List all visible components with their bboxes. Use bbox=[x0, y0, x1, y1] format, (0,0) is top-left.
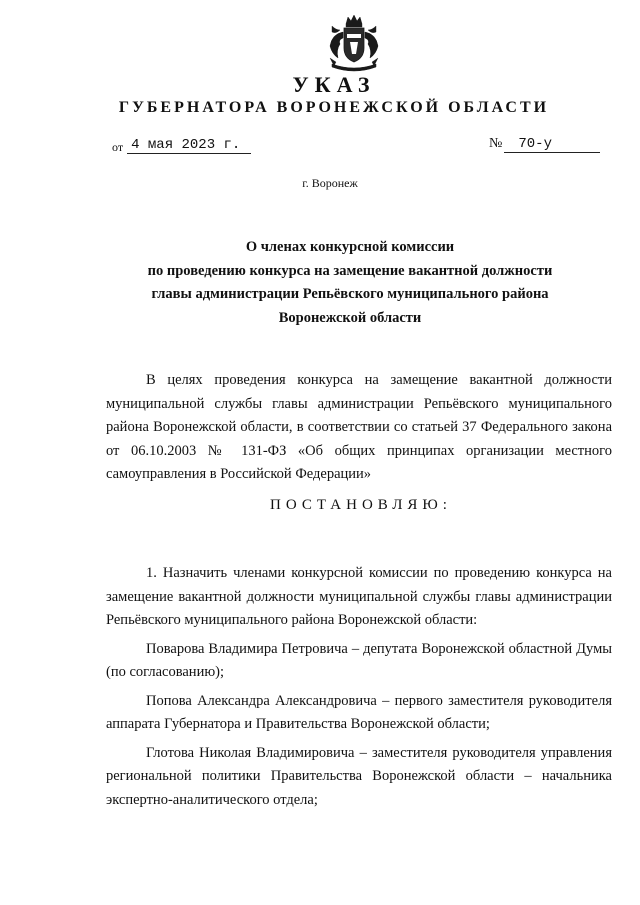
preamble-paragraph: В целях проведения конкурса на замещение вакантной должности муниципальной службы главы администрации Репьёвского муниципального района Воронежской области, в соответствии со статьей 37 Федерального закона от 06.10.2003 № 131-ФЗ «Об общих принципах организации местного самоуправления в Российской Федерации» bbox=[106, 372, 612, 482]
member-paragraph: Поварова Владимира Петровича – депутата Воронежской областной Думы (по согласованию); bbox=[106, 640, 612, 680]
number-prefix: № bbox=[489, 136, 503, 151]
decree-body bbox=[106, 562, 612, 817]
date-value: 4 мая 2023 г. bbox=[127, 137, 251, 154]
coat-of-arms-emblem bbox=[326, 14, 382, 72]
heading-line: главы администрации Репьёвского муниципального района bbox=[151, 286, 549, 302]
number-field bbox=[489, 136, 600, 153]
member-paragraph: Попова Александра Александровича – первого заместителя руководителя аппарата Губернатора и Правительства Воронежской области; bbox=[106, 692, 612, 732]
document-heading bbox=[100, 236, 600, 330]
heading-line: О членах конкурсной комиссии bbox=[245, 239, 455, 255]
number-value: 70-у bbox=[504, 136, 600, 153]
heading-line: по проведению конкурса на замещение вакантной должности bbox=[147, 262, 553, 279]
decree-word: ПОСТАНОВЛЯЮ: bbox=[270, 497, 452, 513]
item-1-paragraph: 1. Назначить членами конкурсной комиссии по проведению конкурса на замещение вакантной должности муниципальной службы главы администрации Репьёвского муниципального района Воронежской области: bbox=[106, 565, 612, 628]
heading-line: Воронежской области bbox=[278, 309, 422, 326]
document-title: УКАЗ bbox=[292, 72, 376, 97]
document-subtitle: ГУБЕРНАТОРА ВОРОНЕЖСКОЙ ОБЛАСТИ bbox=[118, 99, 550, 116]
city-label: г. Воронеж bbox=[302, 176, 358, 190]
date-prefix: от bbox=[112, 140, 124, 154]
date-field bbox=[112, 136, 251, 155]
member-paragraph: Глотова Николая Владимировича – заместителя руководителя управления региональной политики Правительства Воронежской области – начальника экспертно-аналитического отдела; bbox=[106, 744, 612, 808]
